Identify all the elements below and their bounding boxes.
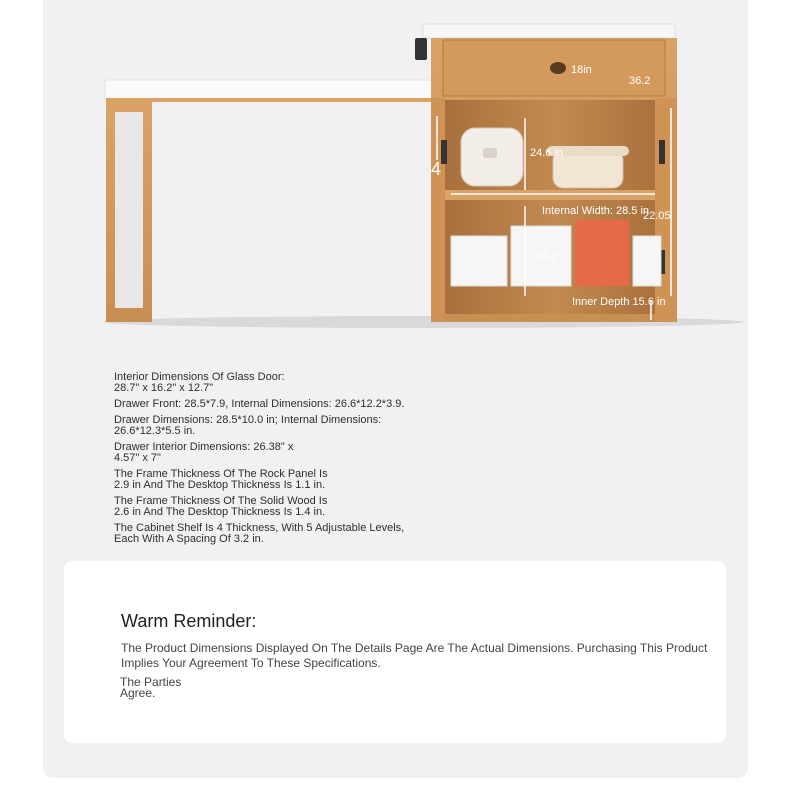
reminder-extra-line: Agree. xyxy=(120,686,156,700)
spec-list xyxy=(114,372,454,550)
right-height-label: 22.05 xyxy=(643,210,671,222)
inner-depth-label: Inner Depth 15.6 in xyxy=(572,296,666,308)
spec-line: The Cabinet Shelf Is 4 Thickness, With 5 Adjustable Levels, xyxy=(114,522,405,534)
spec-line: 2.9 in And The Desktop Thickness Is 1.1 in. xyxy=(114,479,326,491)
spec-item xyxy=(114,442,454,464)
spec-line: Drawer Interior Dimensions: 26.38" x xyxy=(114,441,294,453)
cabinet-top-panel xyxy=(423,24,675,38)
spec-item xyxy=(114,496,454,518)
spec-item xyxy=(114,469,454,491)
spec-line: Drawer Dimensions: 28.5*10.0 in; Internal Dimensions: xyxy=(114,414,382,426)
left-door[interactable] xyxy=(431,98,445,322)
cabinet-shelf xyxy=(443,190,665,200)
product-photo xyxy=(43,0,748,345)
spec-item xyxy=(114,399,454,410)
spec-item xyxy=(114,523,454,545)
extendable-desk xyxy=(105,80,435,322)
lower-height-label: 23.2 xyxy=(536,251,558,263)
spec-line: 2.6 in And The Desktop Thickness Is 1.4 in. xyxy=(114,506,326,518)
reminder-body: The Product Dimensions Displayed On The Details Page Are The Actual Dimensions. Purchasing This Product Implies Your Agreement To These Specifications. xyxy=(121,641,708,670)
spec-line: The Frame Thickness Of The Rock Panel Is xyxy=(114,468,328,480)
warm-reminder-box xyxy=(64,561,726,743)
spec-line: Interior Dimensions Of Glass Door: xyxy=(114,371,285,383)
reminder-extra-line: The Parties xyxy=(120,675,182,689)
spec-line: 28.7" x 16.2" x 12.7" xyxy=(114,382,214,394)
spec-item xyxy=(114,415,454,437)
drawer-width-label: 18in xyxy=(571,64,592,76)
reminder-extra xyxy=(120,677,181,699)
side-lock xyxy=(415,38,427,60)
spec-line: 4.57" x 7" xyxy=(114,452,161,464)
drawer-knob[interactable] xyxy=(550,62,566,74)
spec-line: The Frame Thickness Of The Solid Wood Is xyxy=(114,495,328,507)
product-detail-card xyxy=(43,0,748,778)
rice-cooker xyxy=(461,128,523,186)
drawer-depth-label: 36.2 xyxy=(629,75,651,87)
side-marker-label: 4 xyxy=(431,159,442,179)
spec-line: Drawer Front: 28.5*7.9, Internal Dimensions: 26.6*12.2*3.9. xyxy=(114,398,405,410)
spec-item xyxy=(114,372,454,394)
reminder-title: Warm Reminder: xyxy=(121,611,257,631)
spec-line: 26.6*12.3*5.5 in. xyxy=(114,425,196,437)
internal-width-label: Internal Width: 28.5 in xyxy=(542,205,650,217)
spec-line: Each With A Spacing Of 3.2 in. xyxy=(114,533,264,545)
upper-height-label: 24.6 in xyxy=(530,147,564,159)
